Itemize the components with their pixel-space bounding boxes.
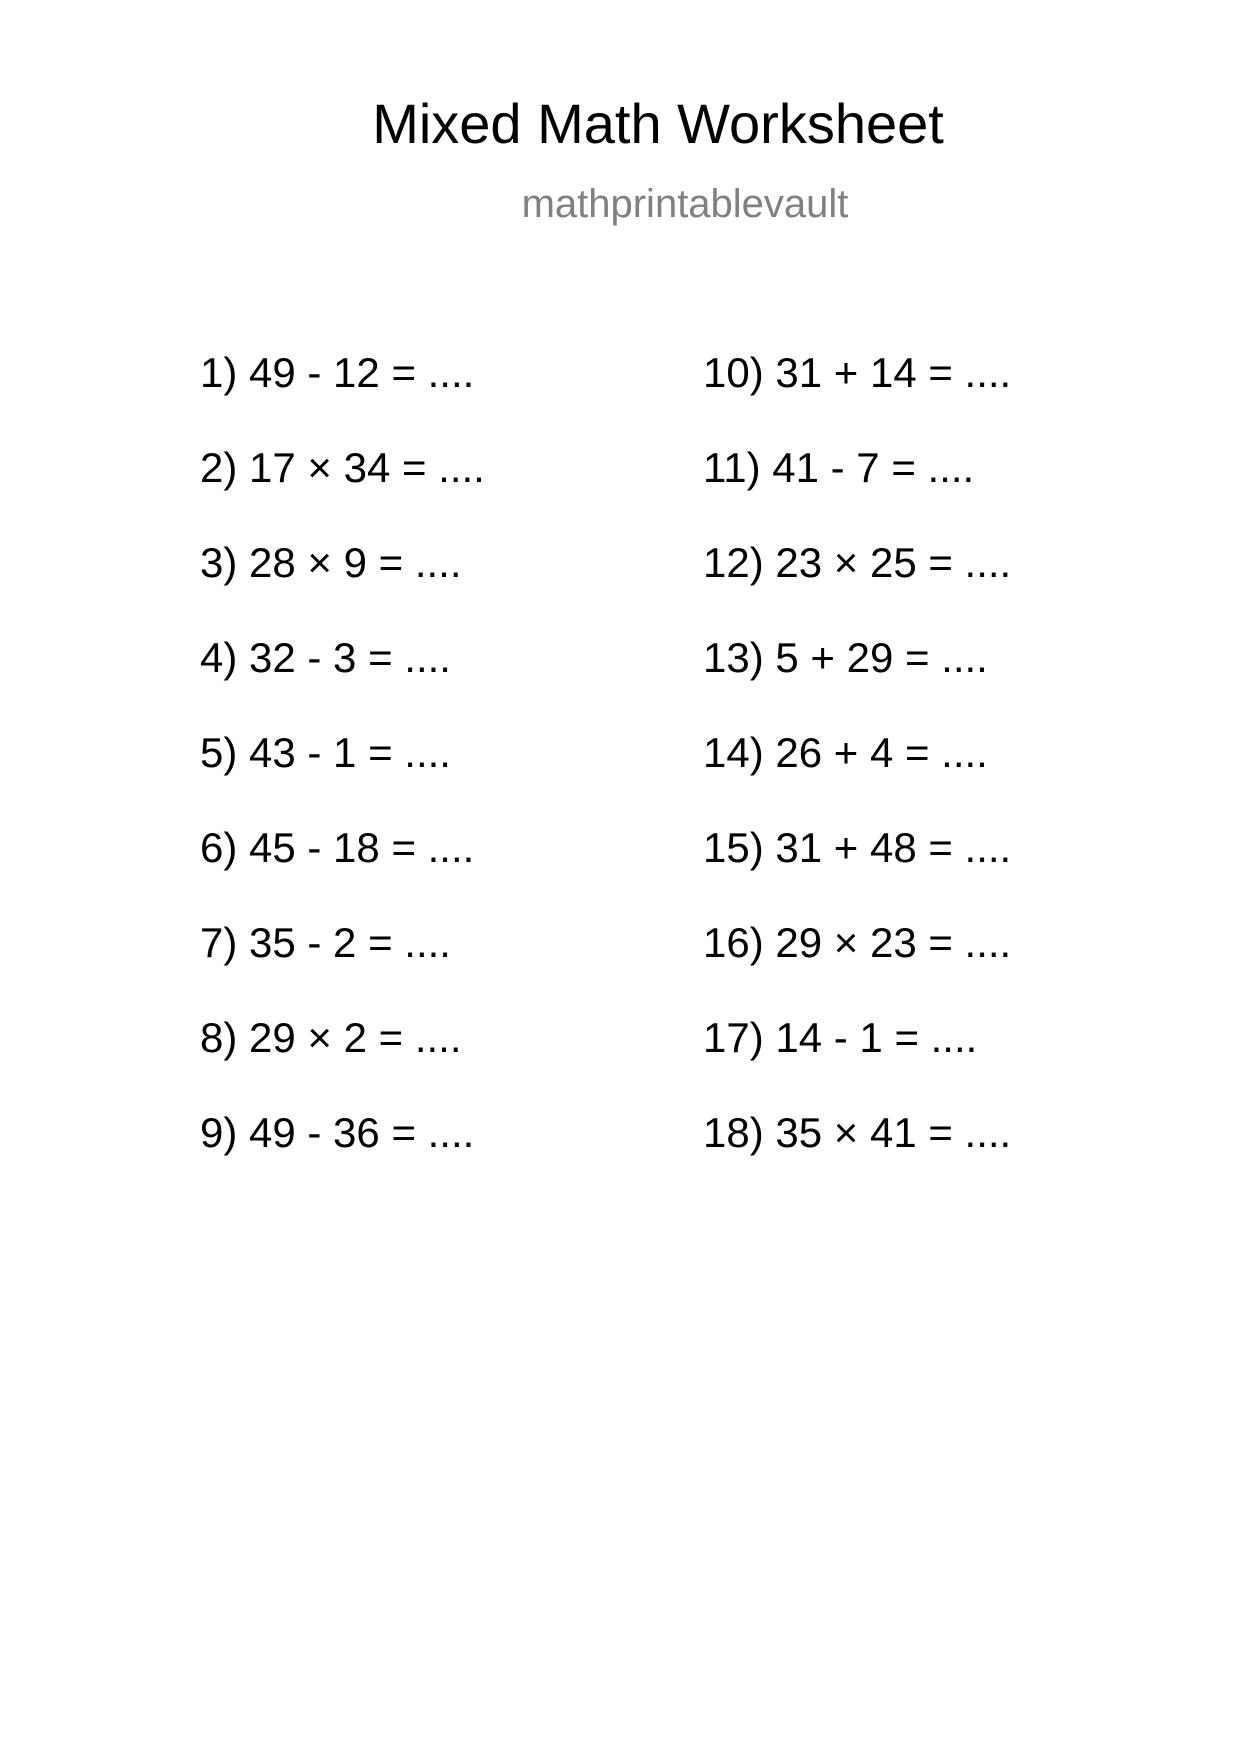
problems-column-left bbox=[200, 349, 485, 1207]
problem-1: 1) 49 - 12 = .... bbox=[200, 349, 475, 396]
problem-6: 6) 45 - 18 = .... bbox=[200, 824, 475, 871]
problem-10: 10) 31 + 14 = .... bbox=[703, 349, 1012, 396]
problem-2: 2) 17 × 34 = .... bbox=[200, 444, 485, 491]
problem-9: 9) 49 - 36 = .... bbox=[200, 1109, 475, 1156]
problem-18: 18) 35 × 41 = .... bbox=[703, 1109, 1012, 1156]
problem-4: 4) 32 - 3 = .... bbox=[200, 634, 451, 681]
problem-8: 8) 29 × 2 = .... bbox=[200, 1014, 462, 1061]
problem-3: 3) 28 × 9 = .... bbox=[200, 539, 462, 586]
problem-11: 11) 41 - 7 = .... bbox=[703, 444, 975, 491]
problem-16: 16) 29 × 23 = .... bbox=[703, 919, 1012, 966]
problem-13: 13) 5 + 29 = .... bbox=[703, 634, 988, 681]
problem-14: 14) 26 + 4 = .... bbox=[703, 729, 988, 776]
problems-column-right bbox=[703, 349, 1012, 1207]
problem-17: 17) 14 - 1 = .... bbox=[703, 1014, 978, 1061]
worksheet-source: mathprintablevault bbox=[521, 182, 849, 226]
worksheet-title: Mixed Math Worksheet bbox=[372, 92, 944, 155]
problem-5: 5) 43 - 1 = .... bbox=[200, 729, 451, 776]
problem-7: 7) 35 - 2 = .... bbox=[200, 919, 451, 966]
problem-15: 15) 31 + 48 = .... bbox=[703, 824, 1012, 871]
problem-12: 12) 23 × 25 = .... bbox=[703, 539, 1012, 586]
